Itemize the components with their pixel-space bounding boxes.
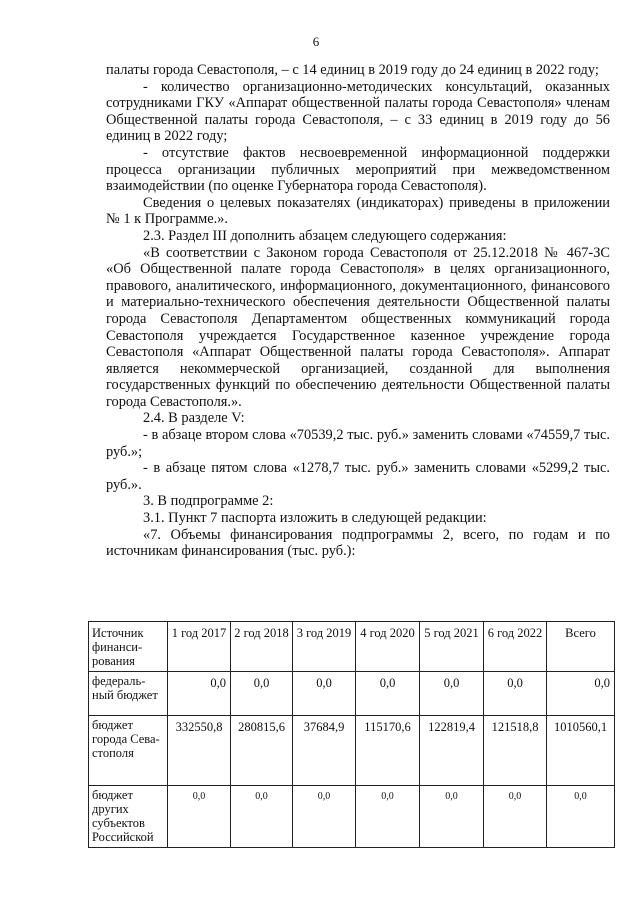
header-year-2022: 6 год 2022 (484, 622, 547, 672)
header-year-2019: 3 год 2019 (293, 622, 356, 672)
cell-value: 1010560,1 (547, 716, 615, 786)
header-year-2021: 5 год 2021 (420, 622, 484, 672)
table-header-row (89, 622, 615, 672)
paragraph: Сведения о целевых показателях (индикаторах) приведены в приложении № 1 к Программе.». (106, 194, 610, 228)
paragraph: «В соответствии с Законом города Севастополя от 25.12.2018 № 467-ЗС «Об Общественной палате города Севастополя» в целях организационного, правового, аналитического, информационного, документационного, финансового и материально-технического обеспечения деятельности Общественной палаты города Севастополя Департаментом общественных коммуникаций города Севастополя учреждается Государственное казенное учреждение города Севастополя «Аппарат Общественной палаты города Севастополя». Аппарат является некоммерческой организацией, созданной для выполнения государственных функций по обеспечению деятельности Общественной палаты города Севастополя.». (106, 244, 610, 410)
paragraph: 2.4. В разделе V: (143, 410, 245, 427)
cell-value: 0,0 (168, 672, 231, 716)
cell-value: 332550,8 (168, 716, 231, 786)
document-body (106, 62, 610, 560)
header-year-2018: 2 год 2018 (231, 622, 293, 672)
paragraph: «7. Объемы финансирования подпрограммы 2, всего, по годам и по источникам финансирования (тыс. руб.): (106, 526, 610, 560)
cell-value: 0,0 (293, 672, 356, 716)
cell-value: 0,0 (356, 786, 420, 848)
cell-value: 0,0 (420, 786, 484, 848)
cell-value: 122819,4 (420, 716, 484, 786)
table-row (89, 672, 615, 716)
financing-table (88, 621, 615, 848)
cell-value: 0,0 (484, 672, 547, 716)
cell-value: 0,0 (547, 786, 615, 848)
cell-value: 37684,9 (293, 716, 356, 786)
paragraph: - количество организационно-методических консультаций, оказанных сотрудниками ГКУ «Аппарат общественной палаты города Севастополя» членам Общественной палаты города Севастополя, – с 33 единиц в 2019 году до 56 единиц в 2022 году; (106, 78, 610, 145)
paragraph: 2.3. Раздел III дополнить абзацем следующего содержания: (143, 227, 507, 244)
cell-value: 0,0 (420, 672, 484, 716)
cell-value: 121518,8 (484, 716, 547, 786)
header-year-2017: 1 год 2017 (168, 622, 231, 672)
paragraph: - в абзаце пятом слова «1278,7 тыс. руб.» заменить словами «5299,2 тыс. руб.». (106, 460, 610, 493)
cell-value: 280815,6 (231, 716, 293, 786)
paragraph: 3.1. Пункт 7 паспорта изложить в следующей редакции: (143, 510, 487, 527)
cell-value: 0,0 (484, 786, 547, 848)
paragraph: - в абзаце втором слова «70539,2 тыс. руб.» заменить словами «74559,7 тыс. руб.»; (106, 427, 610, 460)
cell-value: 0,0 (231, 786, 293, 848)
cell-value: 0,0 (231, 672, 293, 716)
paragraph: 3. В подпрограмме 2: (143, 493, 274, 510)
row-label: бюджет других субъектов Российской (89, 786, 168, 848)
table-row (89, 716, 615, 786)
row-label: бюджет города Сева-стополя (89, 716, 168, 786)
cell-value: 0,0 (168, 786, 231, 848)
cell-value: 115170,6 (356, 716, 420, 786)
cell-value: 0,0 (356, 672, 420, 716)
header-year-2020: 4 год 2020 (356, 622, 420, 672)
cell-value: 0,0 (293, 786, 356, 848)
header-source: Источник финанси-рования (89, 622, 168, 672)
row-label: федераль-ный бюджет (89, 672, 168, 716)
page-number: 6 (312, 34, 320, 49)
paragraph: - отсутствие фактов несвоевременной информационной поддержки процесса организации публичных мероприятий при межведомственном взаимодействии (по оценке Губернатора города Севастополя). (106, 144, 610, 195)
cell-value: 0,0 (547, 672, 615, 716)
paragraph: палаты города Севастополя, – с 14 единиц в 2019 году до 24 единиц в 2022 году; (106, 62, 599, 78)
table-row (89, 786, 615, 848)
header-total: Всего (547, 622, 615, 672)
